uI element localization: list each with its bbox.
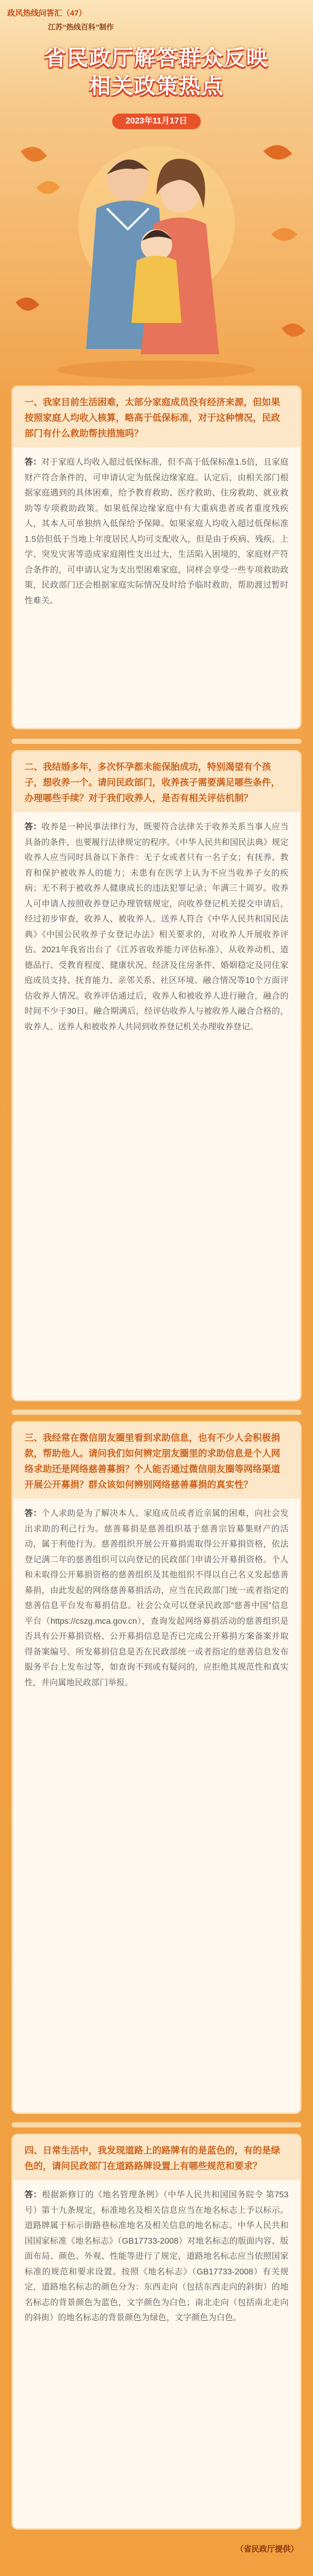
leaf-icon	[16, 297, 39, 310]
answer-lead: 答：	[25, 458, 42, 467]
question-4: 四、日常生活中，我发现道路上的路牌有的是蓝色的，有的是绿色的，请问民政部门在道路路牌设置上有哪些规范和要求？	[13, 2135, 300, 2180]
leaf-icon	[37, 181, 60, 194]
answer-3	[13, 1499, 300, 1699]
qa-card-1	[11, 385, 302, 729]
answer-4	[13, 2180, 300, 2334]
family-illustration	[0, 130, 313, 380]
question-3: 三、我经常在微信朋友圈里看到求助信息，也有不少人会积极捐款，帮助他人。请问我们如何辨定朋友圈里的求助信息是个人网络求助还是网络慈善募捐？个人能否通过微信朋友圈等网络渠道开展公开募捐？群众该如何辨别网络慈善募捐的真实性？	[13, 1423, 300, 1499]
qa-card-2	[11, 750, 302, 1401]
divider-bar	[11, 1410, 302, 1415]
leaf-icon	[21, 147, 47, 161]
answer-4-text: 根据新修订的《地名管理条例》（中华人民共和国国务院令 第753号）第十九条规定，标准地名及相关信息应当在地名标志上予以标示。道路牌属于标示街路巷标准地名及相关信息的地名标志。中华人民共和国国家标准《地名标志》（GB17733-2008）对地名标志的版面内容、版面布局、颜色、外观、性能等进行了规定，道路地名标志应当依照国家标准的规范和要求设置。按照《地名标志》（GB17733-2008）有关规定，道路地名标志的颜色分为：东西走向（包括东西走向的斜街）的地名标志的背景颜色为蓝色，文字颜色为白色；南北走向（包括南北走向的斜街）的地名标志的背景颜色为绿色，文字颜色为白色。	[25, 2191, 288, 2322]
page-title	[0, 44, 313, 100]
date-badge: 2023年11月17日	[112, 114, 201, 129]
source-note: （省民政厅提供）	[235, 2545, 298, 2554]
question-1: 一、我家目前生活困难，太部分家庭成员没有经济来源，但如果按照家庭人均收入核算，略高于低保标准，对于这种情况，民政部门有什么救助帮扶措施吗？	[13, 387, 300, 447]
title-line-2: 相关政策热点	[89, 73, 224, 98]
leaf-icon	[263, 145, 292, 160]
answer-lead: 答：	[25, 823, 42, 831]
answer-lead: 答：	[25, 1509, 42, 1518]
answer-1-text: 对于家庭人均收入超过低保标准，但不高于低保标准1.5倍，且家庭财产符合条件的，可申请认定为低保边缘家庭。认定后，由相关部门根据家庭遇到的具体困难，给予教育救助、医疗救助、住房救助、就业救助等专项救助政策。如果低保边缘家庭中有大重病患者或者重度残疾人，其本人可单独纳入低保给予保障。如果家庭人均收入超过低保标准1.5倍但低于当地上年度居民人均可支配收入，但是由于疾病、残疾、上学、突发灾害等造成家庭刚性支出过大，生活陷入困境的，家庭财产符合条件的，可申请认定为支出型困难家庭，同样会享受一些专项救助政策，民政部门还会根据家庭实际情况及时给予临时救助，帮助渡过暂时性难关。	[25, 458, 288, 605]
title-line-1: 省民政厅解答群众反映	[44, 45, 269, 70]
answer-3-text: 个人求助是为了解决本人、家庭成员或者近亲属的困难，向社会发出求助的利己行为。慈善募捐是慈善组织基于慈善宗旨募集财产的活动，属于利他行为。慈善组织开展公开募捐需取得公开募捐资格，依法登记满二年的慈善组织可以向登记的民政部门申请公开募捐资格。个人和未取得公开募捐资格的慈善组织及其他组织不得以自己名义发起慈善募捐，由此发起的网络慈善募捐活动，应当在民政部门统一或者指定的慈善信息平台发布募捐信息。社会公众可以登录民政部“慈善中国”信息平台（https://cszg.mca.gov.cn），查询发起网络募捐活动的慈善组织是否具有公开募捐资格、公开募捐信息是否已完成公开募捐方案备案并取得备案编号、所发募捐信息是否在民政部统一或者指定的慈善信息发布服务平台上发布过等，如查询不到或有疑问的，应拒绝其规范性和真实性，并向属地民政部门举报。	[25, 1509, 288, 1687]
divider-bar	[11, 2122, 302, 2127]
answer-1	[13, 447, 300, 617]
answer-lead: 答：	[25, 2191, 42, 2199]
qa-card-4	[11, 2134, 302, 2530]
child-body	[131, 256, 182, 323]
divider-bar	[11, 739, 302, 744]
answer-2-text: 收养是一种民事法律行为，既要符合法律关于收养关系当事人应当具备的条件，也要履行法律规定的程序。《中华人民共和国民法典》规定收养人应当同时具备以下条件：无子女或者只有一名子女；有抚养、教育和保护被收养人的能力；未患有在医学上认为不应当收养子女的疾病；无不利于被收养人健康成长的违法犯罪记录；年满三十周岁。收养人可申请人按照收养登记办理管辖规定，向收养登记机关提交申请后，经过初步审查，收养人、被收养人、送养人符合《中华人民共和国民法典》《中国公民收养子女登记办法》相关要求的，对收养人开展收养评估。2021年我省出台了《江苏省收养能力评估标准》，从收养动机、道德品行、受教育程度、健康状况、经济及住房条件、婚姻稳定及同住家庭成员支持、抚育能力、亲邻关系、社区环境、融合情况等10个方面评估收养人情况。收养评估通过后，收养人和被收养人进行融合，融合的时间不少于30日。融合期满后，经评估收养人与被收养人融合合格的，收养人、送养人和被收养人共同到收养登记机关办理收养登记。	[25, 823, 288, 1031]
producer-label: 江苏“热线百科”制作	[48, 23, 114, 31]
leaf-icon	[282, 323, 305, 337]
leaf-icon	[271, 228, 297, 241]
series-label: 政风热线问答汇（47）	[7, 9, 87, 18]
qa-card-3	[11, 1421, 302, 2114]
answer-2	[13, 812, 300, 1043]
question-2: 二、我结婚多年，多次怀孕都未能保胎成功，特别渴望有个孩子，想收养一个。请问民政部门，收养孩子需要满足哪些条件，办理哪些手续？对于我们收养人，是否有相关评估机制？	[13, 752, 300, 812]
